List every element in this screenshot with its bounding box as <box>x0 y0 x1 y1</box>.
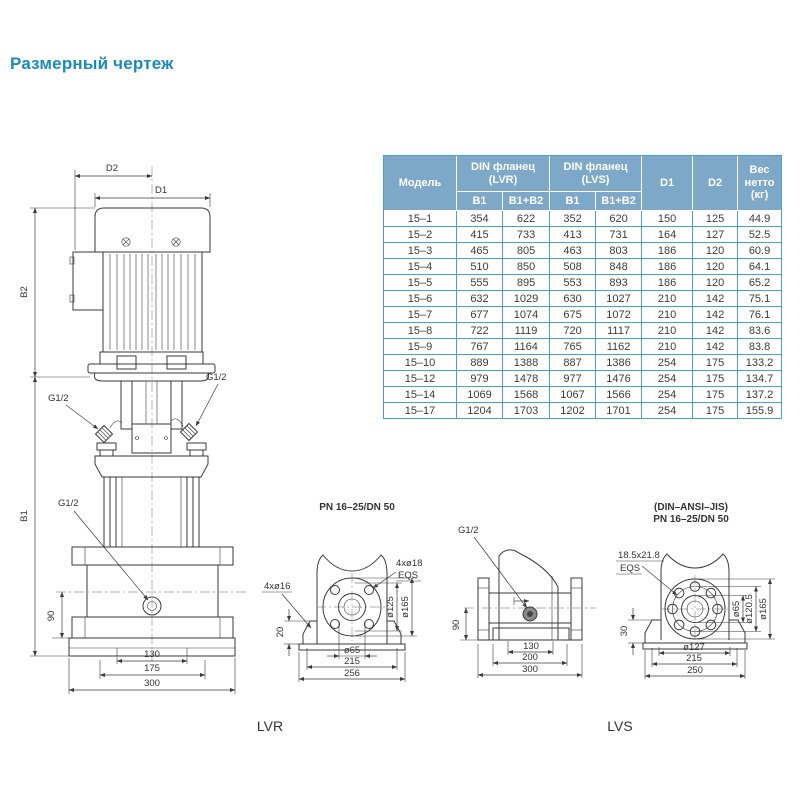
cell-d2: 120 <box>693 243 738 259</box>
label-20: 20 <box>275 626 286 638</box>
lvs-flange-left <box>478 578 489 640</box>
cell-model: 15–17 <box>384 403 457 418</box>
cell-d2: 175 <box>693 387 738 403</box>
cell-d2: 142 <box>693 307 738 323</box>
cell-model: 15–7 <box>384 307 457 323</box>
cell-lvr_b1b2: 1074 <box>503 307 550 323</box>
cell-lvr_b1b2: 1568 <box>503 387 550 403</box>
cell-weight: 155.9 <box>738 403 781 418</box>
motor-screw-left <box>122 238 130 246</box>
cell-weight: 134.7 <box>738 371 781 387</box>
lvs-foot-left <box>645 620 661 643</box>
dim-90-front <box>46 592 72 638</box>
label-90-lvs: 90 <box>451 619 462 631</box>
cell-lvr_b1b2: 1029 <box>503 291 550 307</box>
header-d2: D2 <box>693 156 738 211</box>
label-256: 256 <box>344 668 360 679</box>
lvs-g12-callout <box>458 525 527 608</box>
cell-lvs_b1b2: 848 <box>596 259 642 275</box>
cell-d1: 186 <box>642 275 693 291</box>
caption-lvs: LVS <box>607 718 633 734</box>
cell-lvs_b1: 413 <box>550 227 596 243</box>
table-row <box>384 371 781 387</box>
cell-lvr_b1b2: 895 <box>503 275 550 291</box>
cell-lvs_b1: 977 <box>550 371 596 387</box>
pump-column <box>104 477 199 547</box>
cell-d2: 127 <box>693 227 738 243</box>
dim-b2 <box>19 208 95 377</box>
cell-d2: 142 <box>693 339 738 355</box>
motor-screw-right <box>172 238 180 246</box>
table-row <box>384 227 781 243</box>
caption-lvr: LVR <box>256 718 284 734</box>
cell-lvr_b1: 677 <box>457 307 503 323</box>
cell-model: 15–12 <box>384 371 457 387</box>
label-g12-left: G1/2 <box>48 393 69 404</box>
header-lvs-group: DIN фланец (LVS) <box>550 156 642 192</box>
cell-weight: 65.2 <box>738 275 781 291</box>
cell-lvr_b1: 510 <box>457 259 503 275</box>
motor-cap <box>95 208 210 252</box>
label-dia65-lvr: ø65 <box>343 645 361 656</box>
cell-d1: 164 <box>642 227 693 243</box>
cell-d2: 175 <box>693 371 738 387</box>
cell-lvs_b1: 720 <box>550 323 596 339</box>
cell-weight: 137.2 <box>738 387 781 403</box>
label-slot: 18.5x21.8 <box>618 550 660 561</box>
cell-lvr_b1b2: 622 <box>503 211 550 227</box>
cell-weight: 133.2 <box>738 355 781 371</box>
cell-weight: 64.1 <box>738 259 781 275</box>
label-300-lvs: 300 <box>522 664 538 675</box>
cell-d1: 254 <box>642 403 693 418</box>
table-row <box>384 291 781 307</box>
table-row <box>384 339 781 355</box>
g12-left-callout <box>48 393 98 429</box>
cell-d1: 210 <box>642 323 693 339</box>
label-b2: B2 <box>19 286 30 298</box>
label-dia165-lvs: ø165 <box>758 598 769 620</box>
bolt-hole <box>365 620 374 629</box>
cell-lvr_b1: 632 <box>457 291 503 307</box>
cell-d1: 150 <box>642 211 693 227</box>
cell-lvr_b1b2: 1478 <box>503 371 550 387</box>
header-model: Модель <box>384 156 457 211</box>
lvs-flange-right <box>571 578 582 640</box>
cell-lvr_b1b2: 850 <box>503 259 550 275</box>
label-215-lvs: 215 <box>686 653 702 664</box>
cell-weight: 52.5 <box>738 227 781 243</box>
cell-d2: 120 <box>693 259 738 275</box>
cell-d1: 210 <box>642 307 693 323</box>
lvr-flange-view <box>262 502 422 682</box>
cell-lvr_b1: 1069 <box>457 387 503 403</box>
cell-weight: 75.1 <box>738 291 781 307</box>
cell-d2: 142 <box>693 323 738 339</box>
label-4x16: 4xø16 <box>264 581 291 592</box>
cell-weight: 76.1 <box>738 307 781 323</box>
cell-lvr_b1b2: 1388 <box>503 355 550 371</box>
cell-d1: 210 <box>642 339 693 355</box>
cell-model: 15–1 <box>384 211 457 227</box>
cell-lvs_b1b2: 1027 <box>596 291 642 307</box>
pump-head <box>110 381 183 453</box>
lvs-flow-arrow <box>514 597 529 605</box>
label-din-ansi-jis: (DIN–ANSI–JIS) <box>654 502 728 513</box>
cell-d2: 142 <box>693 291 738 307</box>
lvr-foot-right <box>387 621 401 644</box>
table-row <box>384 355 781 371</box>
cell-model: 15–5 <box>384 275 457 291</box>
header-b1b2-lvs: B1+B2 <box>596 192 642 211</box>
table-body <box>384 211 781 418</box>
lvs-flange-view <box>616 502 775 679</box>
table-row <box>384 387 781 403</box>
lvs-slot-callout <box>616 550 677 595</box>
label-130-lvs: 130 <box>523 641 539 652</box>
cell-lvs_b1b2: 1386 <box>596 355 642 371</box>
dim-b1 <box>19 377 69 656</box>
lvs-bracket <box>499 550 558 640</box>
table-row <box>384 211 781 227</box>
label-200-lvs: 200 <box>522 652 538 663</box>
cell-model: 15–14 <box>384 387 457 403</box>
cell-lvr_b1: 889 <box>457 355 503 371</box>
g12-port-left <box>96 426 113 443</box>
cell-weight: 83.6 <box>738 323 781 339</box>
cell-lvs_b1b2: 1117 <box>596 323 642 339</box>
label-dia65-lvs: ø65 <box>731 600 742 618</box>
cell-model: 15–4 <box>384 259 457 275</box>
table-row <box>384 323 781 339</box>
cell-lvs_b1: 887 <box>550 355 596 371</box>
bolt-hole <box>331 586 340 595</box>
label-175-front: 175 <box>144 663 160 674</box>
cell-lvr_b1b2: 1164 <box>503 339 550 355</box>
cell-lvr_b1b2: 733 <box>503 227 550 243</box>
cell-lvr_b1: 415 <box>457 227 503 243</box>
cell-lvr_b1b2: 1119 <box>503 323 550 339</box>
g12-port-right <box>181 424 198 441</box>
cell-lvs_b1b2: 620 <box>596 211 642 227</box>
dim-20-lvr <box>275 609 310 656</box>
header-b1-lvr: B1 <box>457 192 503 211</box>
header-lvr-group: DIN фланец (LVR) <box>457 156 550 192</box>
pump-front-view <box>19 163 248 694</box>
terminal-box <box>70 252 103 310</box>
page-title: Размерный чертеж <box>10 54 174 73</box>
label-g12-right: G1/2 <box>206 372 227 383</box>
label-215-lvr: 215 <box>344 656 360 667</box>
label-b1: B1 <box>19 510 30 522</box>
label-g12-drain: G1/2 <box>58 498 79 509</box>
cell-weight: 44.9 <box>738 211 781 227</box>
cell-d1: 186 <box>642 259 693 275</box>
cell-lvs_b1: 1067 <box>550 387 596 403</box>
dim-30-lvs <box>619 608 652 655</box>
cell-lvs_b1: 765 <box>550 339 596 355</box>
bolt-hole <box>331 620 340 629</box>
cell-d2: 175 <box>693 403 738 418</box>
flange-bolts <box>97 443 206 456</box>
cell-model: 15–9 <box>384 339 457 355</box>
head-flange-plate <box>95 456 208 477</box>
table-row <box>384 259 781 275</box>
cell-d2: 175 <box>693 355 738 371</box>
table-row <box>384 403 781 418</box>
cell-model: 15–10 <box>384 355 457 371</box>
cell-d1: 254 <box>642 371 693 387</box>
cell-model: 15–3 <box>384 243 457 259</box>
cell-model: 15–6 <box>384 291 457 307</box>
table-row <box>384 275 781 291</box>
g12-right-callout <box>196 372 227 426</box>
motor-fins <box>110 254 195 350</box>
cell-lvs_b1b2: 731 <box>596 227 642 243</box>
dimensions-table <box>383 155 782 419</box>
motor-adapter <box>88 352 215 381</box>
label-lvr-pn: PN 16–25/DN 50 <box>319 502 395 513</box>
cell-lvs_b1b2: 1476 <box>596 371 642 387</box>
label-4x18: 4xø18 <box>396 558 423 569</box>
table-row <box>384 243 781 259</box>
header-d1: D1 <box>642 156 693 211</box>
dim-d1 <box>95 185 210 207</box>
cell-lvs_b1: 1202 <box>550 403 596 418</box>
cell-lvs_b1b2: 1072 <box>596 307 642 323</box>
lvr-bolt-callout <box>373 558 422 588</box>
header-b1b2-lvr: B1+B2 <box>503 192 550 211</box>
cell-lvr_b1: 979 <box>457 371 503 387</box>
cell-lvs_b1b2: 1566 <box>596 387 642 403</box>
cell-lvs_b1: 508 <box>550 259 596 275</box>
cell-lvs_b1: 675 <box>550 307 596 323</box>
label-130-front: 130 <box>144 649 160 660</box>
label-dia125: ø125 <box>385 596 396 618</box>
cell-lvs_b1: 352 <box>550 211 596 227</box>
cell-weight: 83.8 <box>738 339 781 355</box>
label-d2: D2 <box>105 163 119 174</box>
lvs-drain-plug-center <box>527 611 533 617</box>
cell-lvs_b1b2: 1701 <box>596 403 642 418</box>
cell-d1: 186 <box>642 243 693 259</box>
label-dia127: ø127 <box>683 642 705 653</box>
label-dia120: ø120.5 <box>744 594 755 624</box>
label-90-front: 90 <box>46 610 57 622</box>
label-300-front: 300 <box>144 678 160 689</box>
label-eqs-lvr: EQS <box>398 570 419 581</box>
cell-d2: 125 <box>693 211 738 227</box>
cell-d1: 210 <box>642 291 693 307</box>
header-b1-lvs: B1 <box>550 192 596 211</box>
dim-90-lvs <box>451 608 493 640</box>
dim-d2 <box>75 163 152 250</box>
table-row <box>384 307 781 323</box>
cell-lvr_b1: 767 <box>457 339 503 355</box>
lvs-flange-circle <box>660 575 730 643</box>
cell-lvs_b1: 630 <box>550 291 596 307</box>
header-weight: Вес нетто (кг) <box>738 156 781 211</box>
lvs-side-view <box>451 525 596 678</box>
cell-lvr_b1: 722 <box>457 323 503 339</box>
cell-d2: 120 <box>693 275 738 291</box>
cell-weight: 60.9 <box>738 243 781 259</box>
cell-lvr_b1b2: 805 <box>503 243 550 259</box>
label-d1: D1 <box>155 185 168 196</box>
cell-d1: 254 <box>642 387 693 403</box>
cell-lvr_b1: 1204 <box>457 403 503 418</box>
label-250: 250 <box>687 665 703 676</box>
cell-lvr_b1: 354 <box>457 211 503 227</box>
cell-lvr_b1b2: 1703 <box>503 403 550 418</box>
cell-lvs_b1: 463 <box>550 243 596 259</box>
cell-lvs_b1: 553 <box>550 275 596 291</box>
label-g12-lvs: G1/2 <box>458 525 479 536</box>
cell-lvs_b1b2: 1162 <box>596 339 642 355</box>
cell-lvs_b1b2: 803 <box>596 243 642 259</box>
cell-lvr_b1: 555 <box>457 275 503 291</box>
dim-175-front <box>100 660 205 679</box>
bolt-hole <box>365 586 374 595</box>
label-dia165-lvr: ø165 <box>400 596 411 618</box>
label-lvs-pn: PN 16–25/DN 50 <box>653 514 729 525</box>
cell-model: 15–8 <box>384 323 457 339</box>
lvr-foot-left <box>303 621 317 644</box>
cell-lvr_b1: 465 <box>457 243 503 259</box>
motor-body <box>103 252 202 352</box>
label-30: 30 <box>619 625 630 637</box>
cell-model: 15–2 <box>384 227 457 243</box>
cell-lvs_b1b2: 893 <box>596 275 642 291</box>
cell-d1: 254 <box>642 355 693 371</box>
label-eqs-lvs: EQS <box>620 563 641 574</box>
